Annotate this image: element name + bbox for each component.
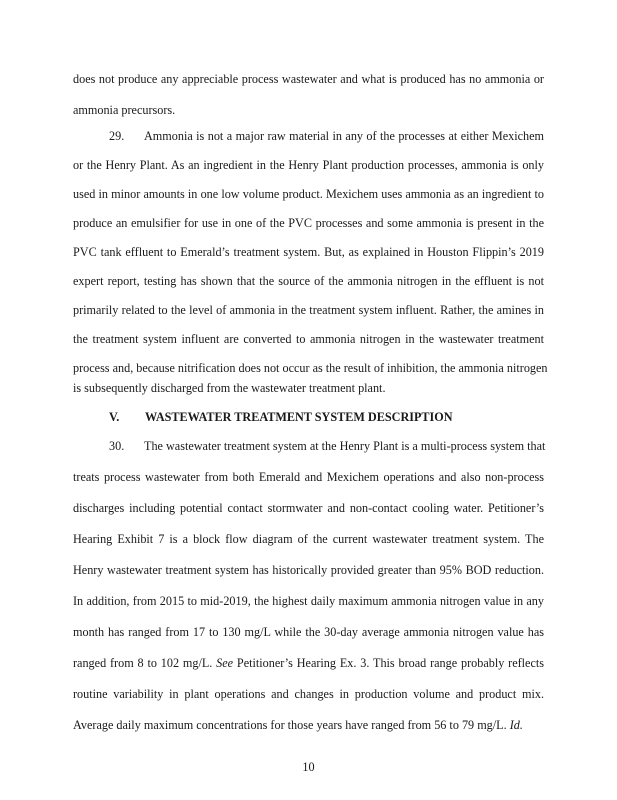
paragraph-30-line-10 [73,718,544,733]
paragraph-29-line-2: or the Henry Plant. As an ingredient in the Henry Plant production processes, ammonia is only [73,158,544,172]
paragraph-30-line-10-prefix: Average daily maximum concentrations for those years have ranged from 56 to 79 mg/L. [73,718,510,732]
paragraph-30-line-9: routine variability in plant operations and changes in production volume and product mix. [73,687,544,701]
paragraph-30-line-8-prefix: ranged from 8 to 102 mg/L. [73,656,217,670]
paragraph-30-line-3: discharges including potential contact stormwater and non-contact cooling water. Petitioner’s [73,501,544,515]
intro-line-2: ammonia precursors. [73,103,176,117]
citation-id: Id. [509,718,523,732]
paragraph-30-line-7: month has ranged from 17 to 130 mg/L while the 30-day average ammonia nitrogen value has [73,625,544,639]
paragraph-29-number: 29. [109,129,125,143]
intro-line-1: does not produce any appreciable process wastewater and what is produced has no ammonia or [73,72,544,86]
paragraph-29-line-3: used in minor amounts in one low volume product. Mexichem uses ammonia as an ingredient to [73,187,544,201]
paragraph-29-line-10: is subsequently discharged from the wastewater treatment plant. [73,381,386,395]
paragraph-30-line-6: In addition, from 2015 to mid-2019, the highest daily maximum ammonia nitrogen value in any [73,594,544,608]
paragraph-30-line-8 [73,656,544,671]
paragraph-29-line-9: process and, because nitrification does not occur as the result of inhibition, the ammonia nitrogen [73,361,548,375]
section-title: WASTEWATER TREATMENT SYSTEM DESCRIPTION [145,410,453,424]
paragraph-30-line-4: Hearing Exhibit 7 is a block flow diagram of the current wastewater treatment system. The [73,532,544,546]
citation-see: See [216,656,234,670]
page-number: 10 [302,760,315,774]
paragraph-29-line-4: produce an emulsifier for use in one of the PVC processes and some ammonia is present in the [73,216,544,230]
paragraph-29-line-7: primarily related to the level of ammonia in the treatment system influent. Rather, the amines in [73,303,544,317]
paragraph-30-number: 30. [109,439,125,453]
paragraph-30-line-5: Henry wastewater treatment system has historically provided greater than 95% BOD reduction. [73,563,544,577]
section-number: V. [109,410,120,424]
paragraph-30-line-1 [109,439,544,454]
paragraph-29-line-8: the treatment system influent are converted to ammonia nitrogen in the wastewater treatment [73,332,544,346]
paragraph-29-line-5: PVC tank effluent to Emerald’s treatment system. But, as explained in Houston Flippin’s 2019 [73,245,544,259]
paragraph-29-line-6: expert report, testing has shown that the source of the ammonia nitrogen in the effluent is not [73,274,544,288]
paragraph-30-line-1-text: The wastewater treatment system at the Henry Plant is a multi-process system that [144,439,546,453]
paragraph-29-line-1 [109,129,544,144]
paragraph-30-line-2: treats process wastewater from both Emerald and Mexichem operations and also non-process [73,470,544,484]
section-heading [109,410,453,425]
paragraph-29-line-1-text: Ammonia is not a major raw material in any of the processes at either Mexichem [144,129,544,143]
paragraph-30-line-8-suffix: Petitioner’s Hearing Ex. 3. This broad range probably reflects [233,656,545,670]
